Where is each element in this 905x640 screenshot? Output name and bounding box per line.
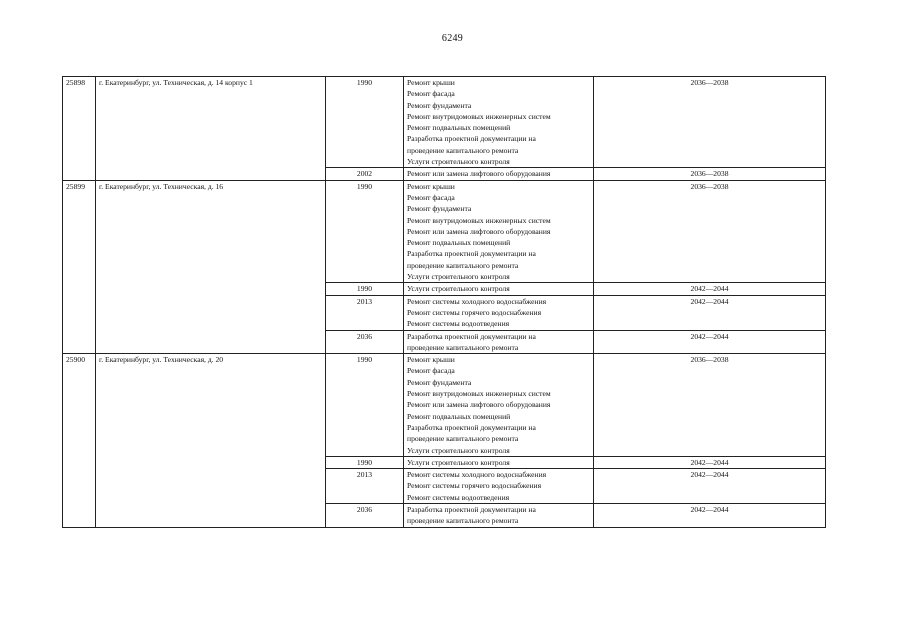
repair-period: 2042—2044	[594, 456, 826, 468]
work-item: Ремонт системы водоотведения	[407, 319, 510, 329]
work-item: Ремонт фундамента	[407, 204, 472, 214]
commission-year: 1990	[326, 354, 404, 457]
work-item: Разработка проектной документации на	[407, 422, 536, 432]
work-item: Ремонт системы холодного водоснабжения	[407, 296, 547, 306]
work-item: Ремонт фасада	[407, 192, 455, 202]
work-item: Услуги строительного контроля	[407, 445, 510, 455]
repair-period: 2042—2044	[594, 469, 826, 504]
works-list	[404, 283, 594, 295]
work-item: Ремонт внутридомовых инженерных систем	[407, 389, 551, 399]
commission-year: 2036	[326, 503, 404, 527]
building-address: г. Екатеринбург, ул. Техническая, д. 16	[96, 180, 326, 353]
works-list	[404, 180, 594, 283]
table-row	[63, 354, 826, 457]
works-list	[404, 168, 594, 180]
work-item: Ремонт системы горячего водоснабжения	[407, 307, 542, 317]
repair-period: 2036—2038	[594, 168, 826, 180]
work-item: проведение капитального ремонта	[407, 516, 519, 526]
work-item: Ремонт системы водоотведения	[407, 492, 510, 502]
work-item: Ремонт или замена лифтового оборудования	[407, 169, 551, 179]
table-row	[63, 180, 826, 283]
commission-year: 1990	[326, 283, 404, 295]
repair-period: 2042—2044	[594, 330, 826, 354]
repair-period: 2036—2038	[594, 354, 826, 457]
work-item: Услуги строительного контроля	[407, 284, 510, 294]
work-item: Ремонт крыши	[407, 355, 455, 365]
building-address: г. Екатеринбург, ул. Техническая, д. 20	[96, 354, 326, 527]
work-item: Ремонт системы холодного водоснабжения	[407, 470, 547, 480]
work-item: Ремонт фундамента	[407, 377, 472, 387]
work-item: Разработка проектной документации на	[407, 331, 536, 341]
repair-schedule-body	[63, 77, 826, 528]
commission-year: 2002	[326, 168, 404, 180]
works-list	[404, 469, 594, 504]
work-item: Ремонт системы горячего водоснабжения	[407, 481, 542, 491]
work-item: Ремонт крыши	[407, 78, 455, 87]
work-item: проведение капитального ремонта	[407, 260, 519, 270]
works-list	[404, 456, 594, 468]
repair-period: 2042—2044	[594, 283, 826, 295]
work-item: Разработка проектной документации на	[407, 249, 536, 259]
works-list	[404, 354, 594, 457]
works-list	[404, 503, 594, 527]
repair-period: 2036—2038	[594, 77, 826, 168]
commission-year: 1990	[326, 77, 404, 168]
commission-year: 1990	[326, 180, 404, 283]
table-row	[63, 77, 826, 168]
work-item: Разработка проектной документации на	[407, 134, 536, 144]
work-item: Разработка проектной документации на	[407, 504, 536, 514]
work-item: Ремонт крыши	[407, 181, 455, 191]
work-item: Ремонт фундамента	[407, 100, 472, 110]
work-item: Ремонт внутридомовых инженерных систем	[407, 215, 551, 225]
commission-year: 1990	[326, 456, 404, 468]
work-item: Ремонт фасада	[407, 366, 455, 376]
commission-year: 2013	[326, 469, 404, 504]
building-id: 25900	[63, 354, 96, 527]
work-item: Ремонт фасада	[407, 89, 455, 99]
work-item: Услуги строительного контроля	[407, 457, 510, 467]
works-list	[404, 77, 594, 168]
work-item: Ремонт внутридомовых инженерных систем	[407, 111, 551, 121]
building-id: 25898	[63, 77, 96, 181]
work-item: Ремонт подвальных помещений	[407, 238, 511, 248]
work-item: проведение капитального ремонта	[407, 342, 519, 352]
building-id: 25899	[63, 180, 96, 353]
work-item: Услуги строительного контроля	[407, 157, 510, 167]
work-item: Ремонт подвальных помещений	[407, 411, 511, 421]
repair-period: 2042—2044	[594, 503, 826, 527]
works-list	[404, 295, 594, 330]
repair-schedule-table	[62, 76, 826, 528]
commission-year: 2036	[326, 330, 404, 354]
work-item: проведение капитального ремонта	[407, 434, 519, 444]
work-item: проведение капитального ремонта	[407, 145, 519, 155]
page-number: 6249	[441, 33, 464, 44]
work-item: Ремонт подвальных помещений	[407, 123, 511, 133]
work-item: Ремонт или замена лифтового оборудования	[407, 226, 551, 236]
work-item: Ремонт или замена лифтового оборудования	[407, 400, 551, 410]
repair-period: 2036—2038	[594, 180, 826, 283]
commission-year: 2013	[326, 295, 404, 330]
works-list	[404, 330, 594, 354]
repair-period: 2042—2044	[594, 295, 826, 330]
work-item: Услуги строительного контроля	[407, 272, 510, 282]
building-address: г. Екатеринбург, ул. Техническая, д. 14 корпус 1	[96, 77, 326, 181]
